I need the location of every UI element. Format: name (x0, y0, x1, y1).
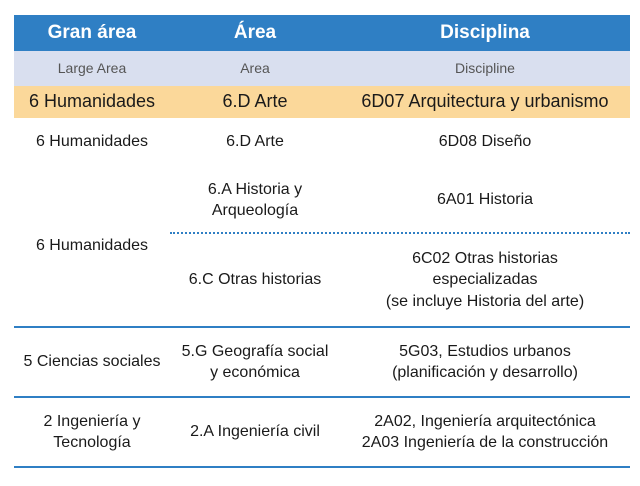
highlight-discipline: 6D07 Arquitectura y urbanismo (361, 91, 609, 112)
row2a-area-line1: 6.A Historia y (207, 180, 303, 198)
highlight-area: 6.D Arte (222, 91, 288, 112)
row2b-discipline-line2: especializadas (432, 271, 538, 289)
row2b-area: 6.C Otras historias (188, 271, 322, 289)
row2a-area-line2: Arqueología (211, 202, 299, 219)
row-divider (14, 326, 630, 328)
subheader-discipline: Discipline (455, 60, 515, 77)
row4-area: 2.A Ingeniería civil (190, 423, 320, 441)
row3-discipline (340, 330, 630, 394)
row1-discipline: 6D08 Diseño (438, 133, 532, 151)
row4-large-area-line2: Tecnología (53, 434, 131, 451)
table-bottom-rule (14, 466, 630, 468)
row4-discipline-line2: 2A03 Ingeniería de la construcción (361, 434, 609, 451)
table-header (14, 15, 630, 51)
header-gran-area: Gran área (47, 22, 137, 44)
row3-area (170, 330, 340, 394)
row-divider (14, 396, 630, 398)
row2b-discipline-line1: 6C02 Otras historias (412, 250, 558, 268)
header-disciplina: Disciplina (440, 22, 530, 44)
row3-area-line1: 5.G Geografía social (181, 342, 329, 360)
table-subheader (14, 51, 630, 86)
row3-discipline-line2: (planificación y desarrollo) (392, 364, 578, 381)
row4-large-area (14, 400, 170, 464)
highlight-row (14, 86, 630, 118)
row2a-area (170, 170, 340, 230)
row2b-discipline (340, 236, 630, 324)
row3-discipline-line1: 5G03, Estudios urbanos (399, 342, 571, 360)
row3-large-area: 5 Ciencias sociales (23, 353, 161, 371)
row4-discipline-line1: 2A02, Ingeniería arquitectónica (374, 412, 596, 430)
dotted-divider (170, 232, 630, 234)
row1-large-area: 6 Humanidades (35, 133, 149, 151)
highlight-large-area: 6 Humanidades (28, 91, 156, 112)
row4-large-area-line1: 2 Ingeniería y (43, 412, 141, 430)
subheader-large-area: Large Area (57, 60, 127, 77)
header-area: Área (233, 22, 277, 44)
row2-large-area: 6 Humanidades (35, 237, 149, 255)
subheader-area: Area (240, 60, 270, 77)
row3-area-line2: y económica (210, 364, 300, 381)
row4-discipline (340, 400, 630, 464)
row2a-discipline: 6A01 Historia (436, 191, 534, 209)
row2b-discipline-line3: (se incluye Historia del arte) (385, 292, 585, 310)
row1-area: 6.D Arte (226, 133, 284, 151)
